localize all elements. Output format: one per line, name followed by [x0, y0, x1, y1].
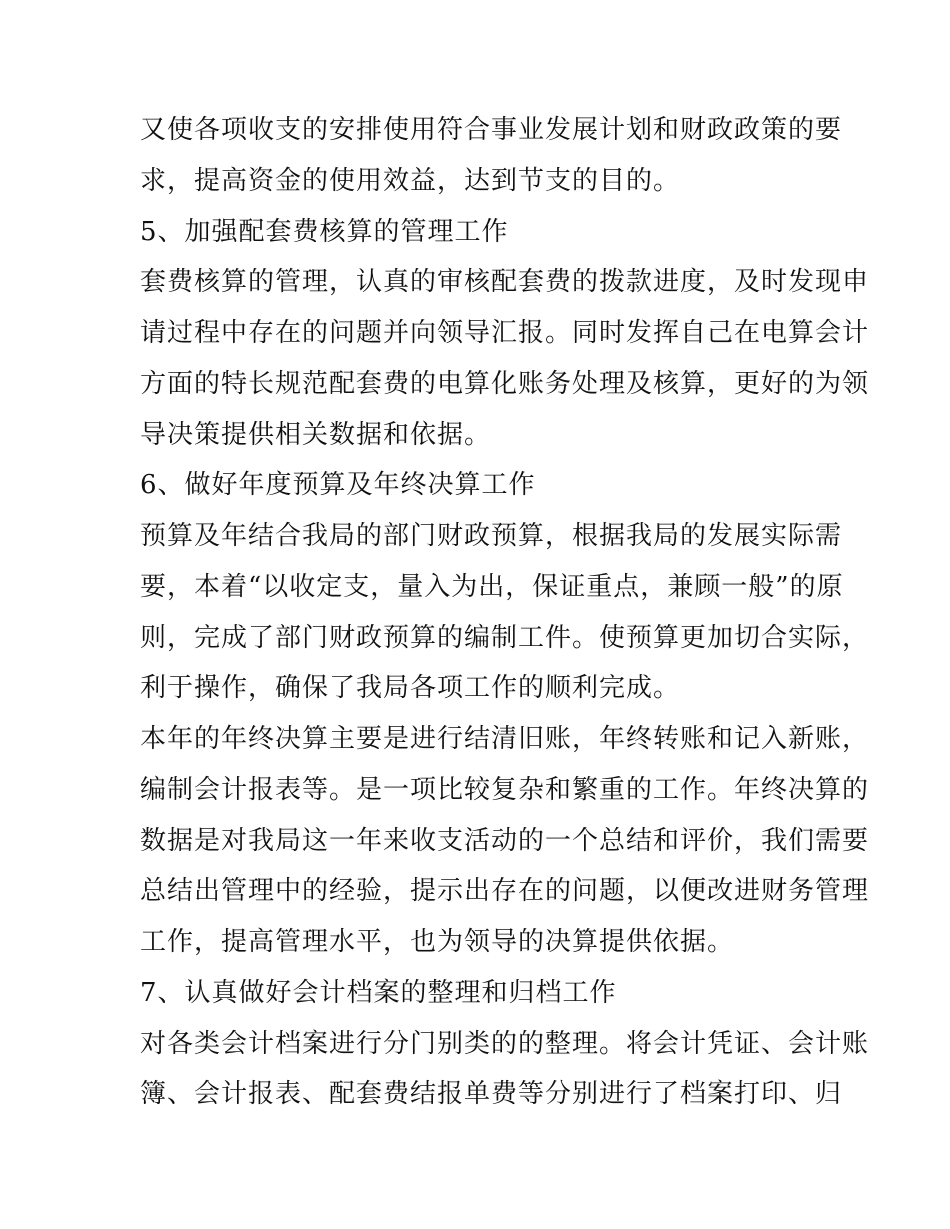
paragraph-line: 请过程中存在的问题并向领导汇报。同时发挥自己在电算会计	[140, 318, 870, 348]
paragraph-line: 要，本着“以收定支，量入为出，保证重点，兼顾一般”的原	[140, 571, 844, 602]
section-heading: 6、做好年度预算及年终决算工作	[140, 470, 536, 501]
paragraph-line: 本年的年终决算主要是进行结清旧账，年终转账和记入新账，	[140, 724, 870, 754]
section-heading: 7、认真做好会计档案的整理和归档工作	[140, 977, 617, 1008]
section-heading: 5、加强配套费核算的管理工作	[140, 216, 509, 247]
paragraph-line: 导决策提供相关数据和依据。	[140, 419, 492, 450]
paragraph-line: 利于操作，确保了我局各项工作的顺利完成。	[140, 673, 681, 704]
paragraph-line: 套费核算的管理，认真的审核配套费的拨款进度，及时发现申	[140, 267, 870, 298]
paragraph-line: 工作，提高管理水平，也为领导的决算提供依据。	[140, 927, 735, 957]
paragraph-line: 簿、会计报表、配套费结报单费等分别进行了档案打印、归	[140, 1079, 843, 1110]
paragraph-line: 编制会计报表等。是一项比较复杂和繁重的工作。年终决算的	[140, 774, 870, 805]
paragraph-line: 数据是对我局这一年来收支活动的一个总结和评价，我们需要	[140, 825, 870, 856]
paragraph-line: 方面的特长规范配套费的电算化账务处理及核算，更好的为领	[140, 368, 870, 399]
paragraph-line: 总结出管理中的经验，提示出存在的问题，以便改进财务管理	[140, 876, 870, 907]
paragraph-line: 又使各项收支的安排使用符合事业发展计划和财政政策的要	[140, 115, 843, 145]
paragraph-line: 则，完成了部门财政预算的编制工件。使预算更加切合实际，	[140, 622, 870, 653]
paragraph-line: 求，提高资金的使用效益，达到节支的目的。	[140, 165, 681, 196]
paragraph-line: 对各类会计档案进行分门别类的的整理。将会计凭证、会计账	[140, 1028, 870, 1059]
paragraph-line: 预算及年结合我局的部门财政预算，根据我局的发展实际需	[140, 521, 843, 551]
